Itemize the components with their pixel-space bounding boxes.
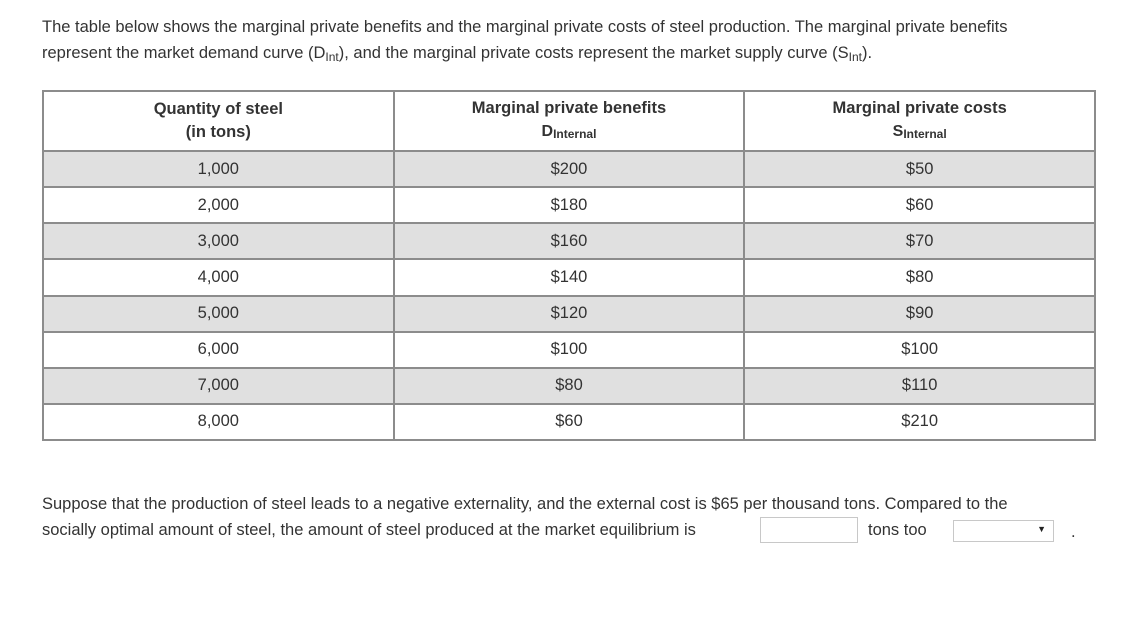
cell-cost: $100 — [744, 332, 1095, 368]
header-costs — [744, 91, 1095, 151]
cell-benefit: $160 — [394, 223, 745, 259]
cell-quantity: 3,000 — [43, 223, 394, 259]
cell-cost: $80 — [744, 259, 1095, 295]
table-row — [43, 259, 1095, 295]
header-costs-subscript: Internal — [903, 126, 947, 141]
header-quantity-line2: (in tons) — [185, 123, 251, 141]
cell-benefit: $60 — [394, 404, 745, 440]
cell-quantity: 7,000 — [43, 368, 394, 404]
table-row — [43, 332, 1095, 368]
header-costs-symbol — [745, 120, 1094, 146]
header-benefits-symbol — [395, 120, 744, 146]
steel-data-table — [42, 90, 1096, 441]
cell-benefit: $180 — [394, 187, 745, 223]
question-line-1: Suppose that the production of steel leads to a negative externality, and the external cost is $65 per thousand tons. Compared to the — [42, 495, 1008, 513]
header-quantity-line1: Quantity of steel — [153, 100, 283, 118]
table-row — [43, 368, 1095, 404]
table-row — [43, 223, 1095, 259]
intro-line-2 — [42, 40, 1102, 66]
cell-benefit: $120 — [394, 296, 745, 332]
table-row — [43, 404, 1095, 440]
table-row — [43, 151, 1095, 187]
cell-benefit: $80 — [394, 368, 745, 404]
cell-quantity: 6,000 — [43, 332, 394, 368]
header-quantity — [43, 91, 394, 151]
cell-benefit: $100 — [394, 332, 745, 368]
cell-cost: $60 — [744, 187, 1095, 223]
data-table-container — [42, 90, 1096, 441]
header-benefits-line1: Marginal private benefits — [471, 98, 667, 117]
header-costs-line1: Marginal private costs — [832, 98, 1007, 117]
table-row — [43, 296, 1095, 332]
intro-paragraph — [42, 14, 1102, 66]
cell-benefit: $200 — [394, 151, 745, 187]
direction-select[interactable] — [953, 520, 1054, 542]
header-benefits-sym: D — [541, 122, 554, 140]
header-costs-sym: S — [892, 122, 904, 140]
question-line-2: socially optimal amount of steel, the amount of steel produced at the market equilibrium is — [42, 521, 696, 539]
intro-text-c: ). — [861, 44, 873, 62]
cell-quantity: 1,000 — [43, 151, 394, 187]
cell-cost: $210 — [744, 404, 1095, 440]
header-benefits — [394, 91, 745, 151]
cell-quantity: 2,000 — [43, 187, 394, 223]
cell-cost: $90 — [744, 296, 1095, 332]
table-row — [43, 187, 1095, 223]
cell-quantity: 4,000 — [43, 259, 394, 295]
intro-text-a: represent the market demand curve (D — [42, 44, 326, 62]
intro-subscript-demand: Int — [325, 50, 339, 64]
dropdown-arrow-icon: ▼ — [1037, 524, 1046, 534]
cell-cost: $110 — [744, 368, 1095, 404]
cell-quantity: 8,000 — [43, 404, 394, 440]
cell-cost: $70 — [744, 223, 1095, 259]
question-paragraph — [42, 491, 1102, 543]
table-header-row — [43, 91, 1095, 151]
intro-text-b: ), and the marginal private costs represent the market supply curve (S — [338, 44, 849, 62]
intro-subscript-supply: Int — [848, 50, 862, 64]
header-benefits-subscript: Internal — [553, 126, 597, 141]
sentence-period: . — [1071, 523, 1076, 541]
intro-line-1: The table below shows the marginal private benefits and the marginal private costs of steel production. The marginal private benefits — [42, 18, 1008, 36]
cell-cost: $50 — [744, 151, 1095, 187]
answer-tons-input[interactable] — [760, 517, 858, 543]
tons-too-label: tons too — [868, 521, 927, 539]
cell-quantity: 5,000 — [43, 296, 394, 332]
cell-benefit: $140 — [394, 259, 745, 295]
